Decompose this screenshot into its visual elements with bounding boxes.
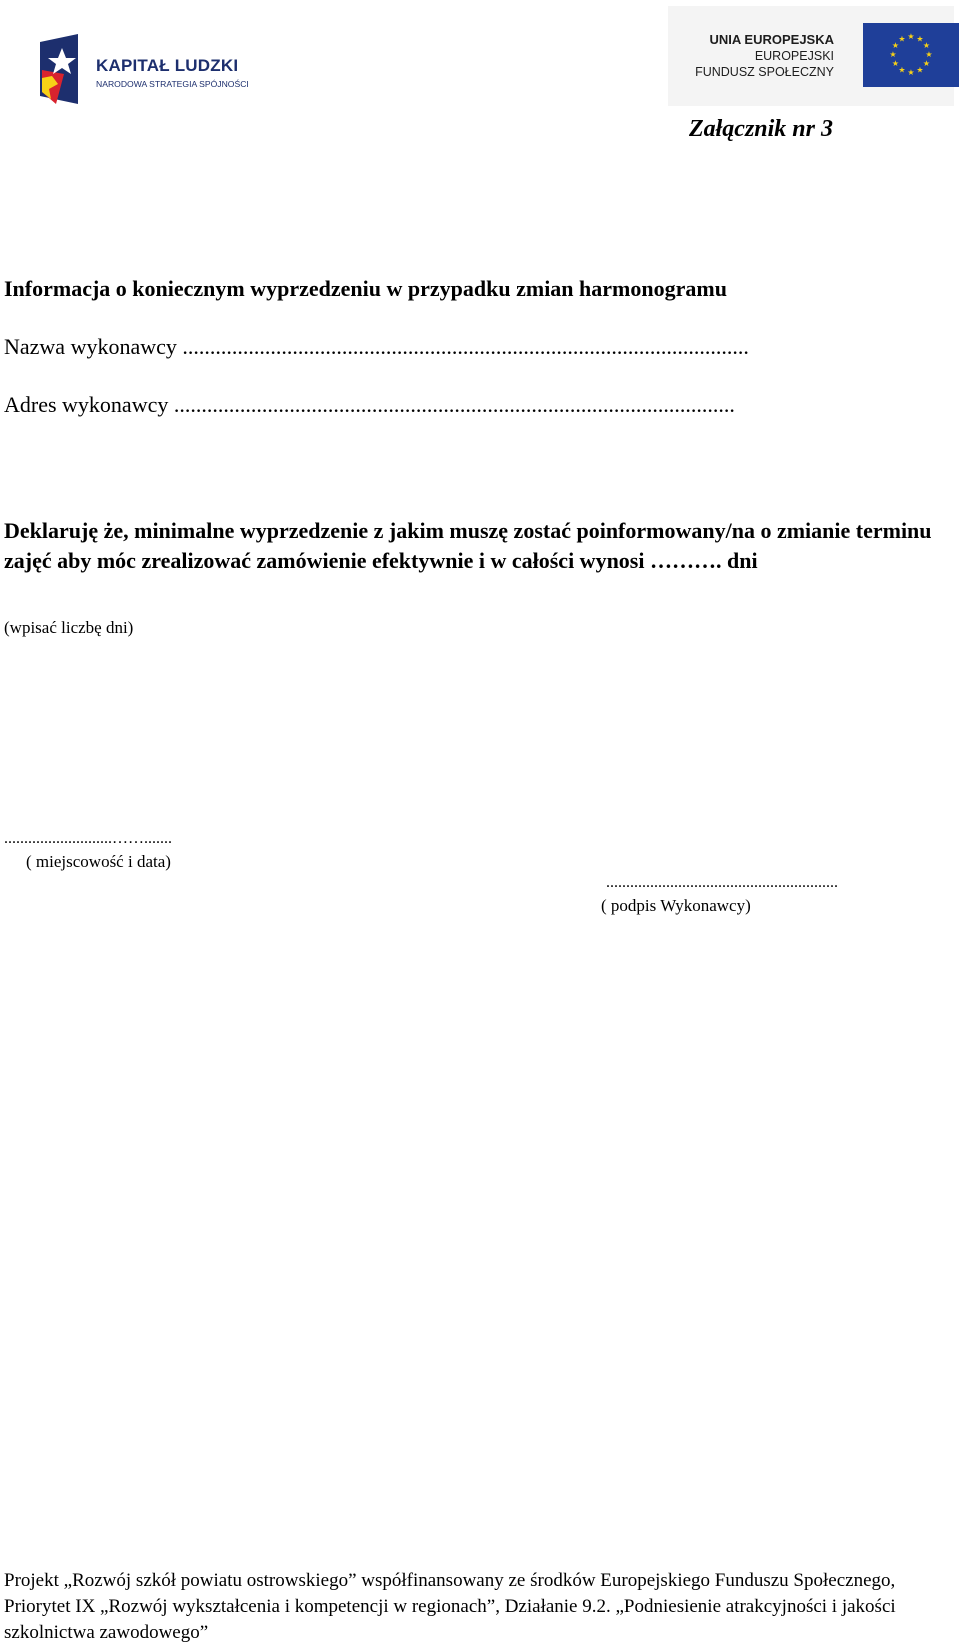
svg-text:★: ★: [898, 65, 906, 75]
svg-text:★: ★: [889, 50, 897, 59]
eu-flag-icon: [863, 23, 959, 87]
kapital-ludzki-title: KAPITAŁ LUDZKI: [96, 56, 239, 75]
eu-logo-line1: UNIA EUROPEJSKA: [709, 32, 834, 47]
svg-text:★: ★: [907, 68, 915, 77]
eu-logo: [668, 6, 954, 106]
svg-text:★: ★: [925, 50, 933, 59]
document-title: Informacja o koniecznym wyprzedzeniu w przypadku zmian harmonogramu: [4, 276, 727, 301]
declaration-text: Deklaruję że, minimalne wyprzedzenie z jakim muszę zostać poinformowany/na o zmianie terminu zajęć aby móc zrealizować zamówienie efektywnie i w całości wynosi ………. dni: [4, 518, 932, 573]
project-footer: Projekt „Rozwój szkół powiatu ostrowskiego” współfinansowany ze środków Europejskiego Funduszu Społecznego, Priorytet IX „Rozwój wykształcenia i kompetencji w regionach”, Działanie 9.2. „Podniesienie atrakcyjności i jakości szkolnictwa zawodowego”: [4, 1570, 896, 1643]
signature-line: ..........................................................: [606, 874, 838, 891]
place-date-label: ( miejscowość i data): [26, 852, 171, 871]
svg-text:★: ★: [891, 41, 900, 50]
svg-text:★: ★: [916, 65, 924, 75]
svg-text:★: ★: [922, 41, 931, 50]
eu-logo-line2: EUROPEJSKI: [754, 49, 834, 63]
eu-logo-line3: FUNDUSZ SPOŁECZNY: [695, 65, 834, 79]
annex-number: Załącznik nr 3: [688, 116, 833, 142]
svg-text:★: ★: [916, 34, 924, 44]
kapital-ludzki-logo: [38, 34, 258, 106]
contractor-name-field: Nazwa wykonawcy .......................................................................................................: [4, 334, 749, 359]
svg-text:★: ★: [891, 59, 900, 68]
eu-logo-text: [695, 32, 834, 80]
days-hint: (wpisać liczbę dni): [4, 618, 134, 637]
svg-text:★: ★: [898, 34, 906, 44]
kapital-ludzki-emblem-icon: [38, 34, 94, 106]
svg-text:★: ★: [922, 59, 931, 68]
signature-label: ( podpis Wykonawcy): [601, 896, 751, 915]
svg-text:★: ★: [907, 32, 915, 41]
kapital-ludzki-subtitle: NARODOWA STRATEGIA SPÓJNOŚCI: [96, 79, 249, 89]
place-date-line: ...........................…….......: [4, 830, 172, 847]
contractor-address-field: Adres wykonawcy ......................................................................................................: [4, 392, 735, 417]
